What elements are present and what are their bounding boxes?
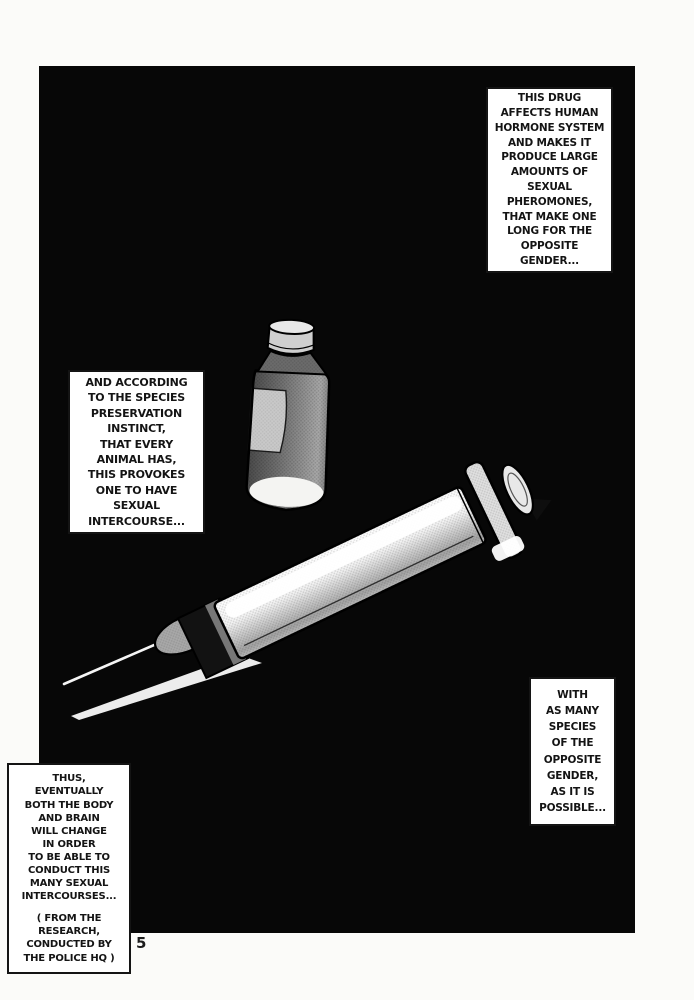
text-line: OPPOSITE [543,753,602,766]
text-line: OF THE [551,737,594,750]
text-line: GENDER, [546,769,599,782]
text-line: PRESERVATION [90,406,183,420]
text-line: SEXUAL [527,181,572,193]
text-line: HORMONE SYSTEM [494,121,605,134]
text-line: INTERCOURSES... [21,891,117,903]
text-line: GENDER... [520,254,579,267]
text-line: WITH [557,688,588,701]
caption-box-conclusion [7,763,131,974]
text-line: AFFECTS HUMAN [500,107,599,120]
text-line: SPECIES [548,721,597,734]
text-line: POSSIBLE... [539,802,606,815]
text-line: AS MANY [546,704,599,717]
text-line: THAT EVERY [99,437,174,451]
text-line: ( FROM THE [36,913,102,925]
text-line: THAT MAKE ONE [502,210,597,223]
text-line: AMOUNTS OF [510,166,589,179]
text-line: THIS PROVOKES [87,468,186,482]
text-line: CONDUCT THIS [28,865,110,876]
text-line: WILL CHANGE [31,825,107,837]
text-line: PHEROMONES, [506,195,593,208]
text-line: TO THE SPECIES [87,391,186,405]
text-line: RESEARCH, [38,926,100,938]
text-line: EVENTUALLY [34,786,104,798]
research-note-paragraph [24,912,115,964]
text-line: MANY SEXUAL [29,878,109,890]
conclusion-paragraph [22,772,117,903]
text-line: BOTH THE BODY [24,799,114,811]
speech-bubble-drug-effect [486,87,613,273]
text-line: AND BRAIN [38,812,100,824]
text-line: INSTINCT, [107,422,166,436]
text-line: ONE TO HAVE [95,483,178,497]
speech-bubble-species-instinct [68,370,205,534]
text-line: AND ACCORDING [85,375,188,389]
text-line: TO BE ABLE TO [28,851,110,863]
text-line: CONDUCTED BY [26,939,112,951]
text-line: PRODUCE LARGE [501,151,598,164]
text-line: ANIMAL HAS, [96,453,177,466]
text-line: THUS, [52,773,86,785]
speech-bubble-opposite-gender [529,677,616,826]
text-line: THIS DRUG [517,92,582,105]
text-line: IN ORDER [42,838,96,850]
text-line: LONG FOR THE [507,225,592,238]
text-line: SEXUAL [113,499,160,513]
text-line: THE POLICE HQ ) [23,952,115,964]
page-number: 5 [136,934,147,952]
text-line: AS IT IS [550,785,595,798]
text-line: AND MAKES IT [507,136,592,149]
text-line: INTERCOURSE... [88,514,185,528]
text-line: OPPOSITE [520,240,579,253]
